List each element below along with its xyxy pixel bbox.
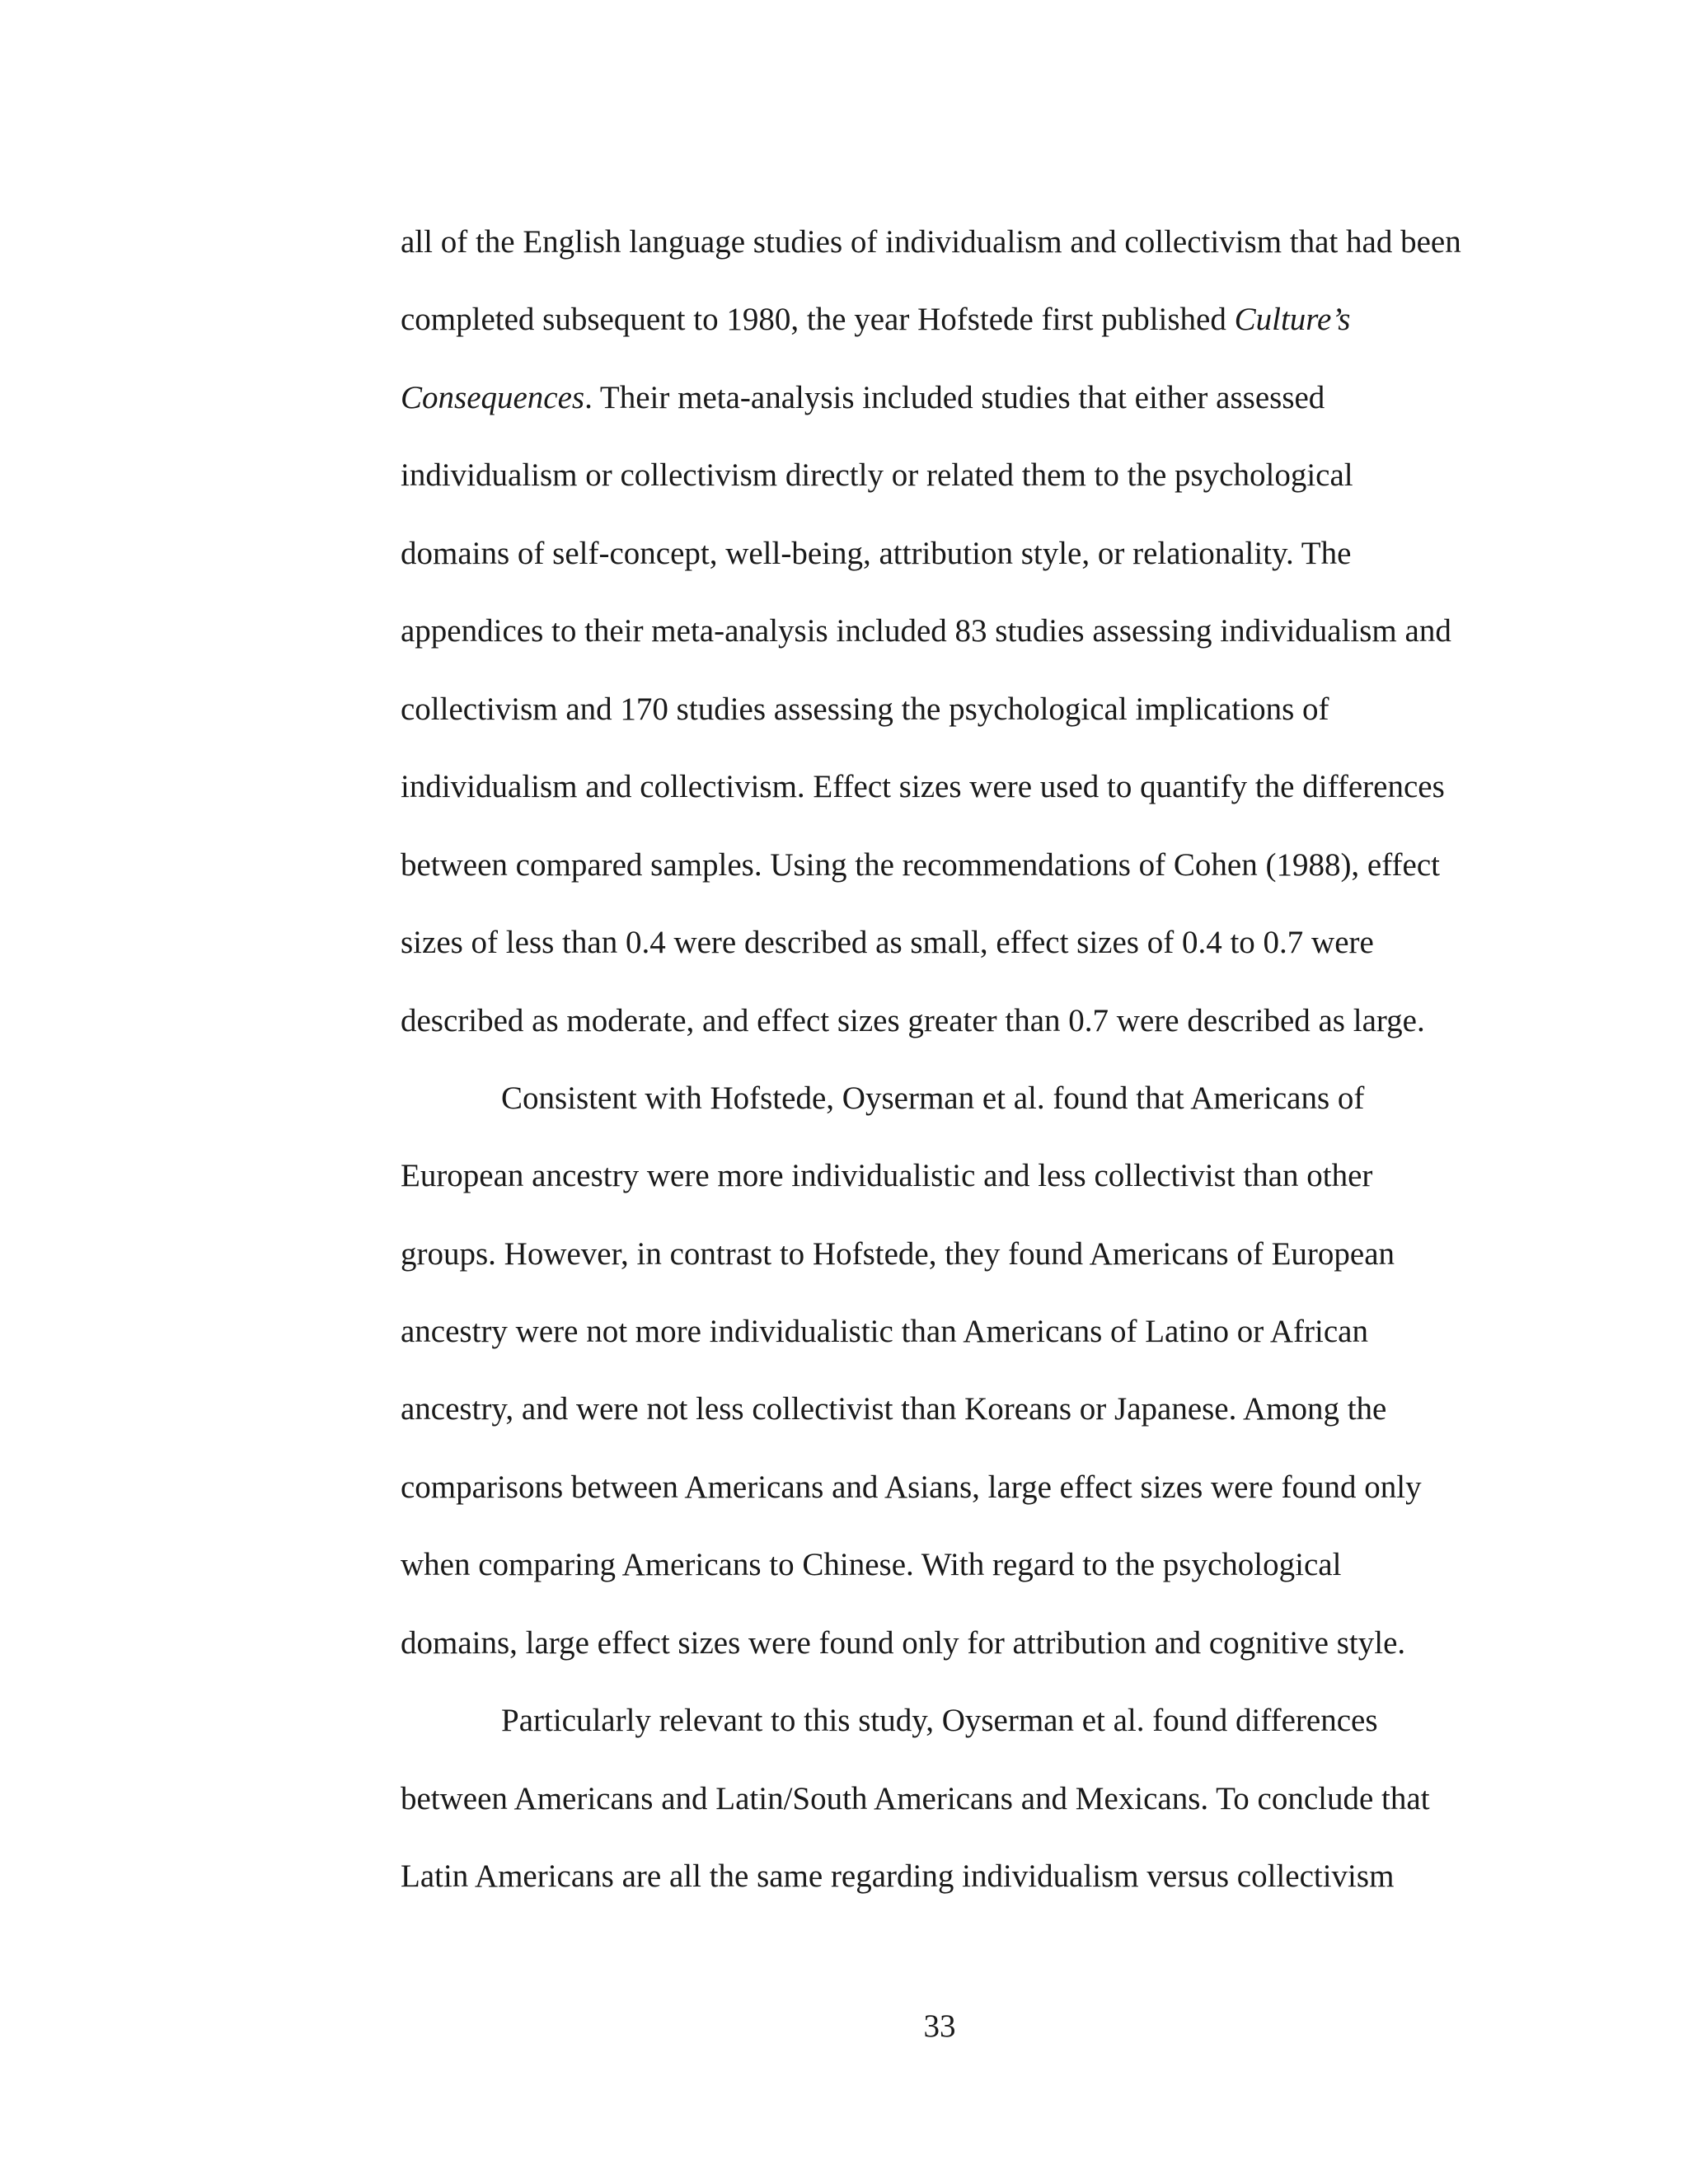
line-text: described as moderate, and effect sizes greater than 0.7 were described as large. (401, 1003, 1425, 1038)
line-text: Consistent with Hofstede, Oyserman et al. found that Americans of (501, 1080, 1365, 1116)
line-text: European ancestry were more individualistic and less collectivist than other (401, 1158, 1373, 1193)
line-text: when comparing Americans to Chinese. With regard to the psychological (401, 1547, 1342, 1582)
body-line (401, 1235, 1395, 1274)
line-text: domains of self-concept, well-being, attribution style, or relationality. The (401, 536, 1352, 571)
line-text: appendices to their meta-analysis included 83 studies assessing individualism and (401, 613, 1451, 649)
paragraph-first-line (501, 1079, 1364, 1118)
line-text: ancestry, and were not less collectivist than Koreans or Japanese. Among the (401, 1391, 1387, 1427)
line-text: individualism or collectivism directly or related them to the psychological (401, 457, 1353, 493)
line-text: Particularly relevant to this study, Oyserman et al. found differences (501, 1703, 1378, 1738)
line-text: sizes of less than 0.4 were described as small, effect sizes of 0.4 to 0.7 were (401, 925, 1374, 960)
line-text: . Their meta-analysis included studies that either assessed (584, 380, 1325, 415)
body-line (401, 378, 1325, 418)
body-line (401, 456, 1353, 495)
body-line (401, 1312, 1368, 1352)
line-text: groups. However, in contrast to Hofstede, they found Americans of European (401, 1236, 1395, 1272)
line-text: ancestry were not more individualistic than Americans of Latino or African (401, 1314, 1368, 1349)
body-line (401, 1001, 1425, 1041)
body-line (401, 767, 1445, 807)
body-line (401, 1857, 1394, 1896)
line-text: all of the English language studies of individualism and collectivism that had been (401, 224, 1461, 260)
line-text: between Americans and Latin/South Americans and Mexicans. To conclude that (401, 1781, 1430, 1816)
body-line (401, 300, 1350, 340)
body-line (401, 612, 1451, 651)
line-text: collectivism and 170 studies assessing the psychological implications of (401, 691, 1329, 727)
line-text: between compared samples. Using the recommendations of Cohen (1988), effect (401, 847, 1440, 883)
line-text: domains, large effect sizes were found only for attribution and cognitive style. (401, 1625, 1406, 1661)
body-line (401, 690, 1329, 729)
body-line (401, 223, 1461, 262)
body-line (401, 1390, 1386, 1429)
body-line (401, 534, 1351, 574)
line-text: individualism and collectivism. Effect sizes were used to quantify the differences (401, 769, 1445, 804)
body-line (401, 923, 1374, 963)
book-title-italic: Culture’s (1234, 302, 1351, 337)
body-line (401, 1624, 1405, 1663)
body-line (401, 1545, 1341, 1585)
page-number: 33 (923, 2008, 956, 2044)
line-text: comparisons between Americans and Asians, large effect sizes were found only (401, 1469, 1422, 1505)
body-line (401, 846, 1440, 885)
body-line (401, 1156, 1372, 1196)
line-text: Latin Americans are all the same regarding individualism versus collectivism (401, 1858, 1395, 1894)
paragraph-first-line (501, 1701, 1378, 1741)
body-line (401, 1468, 1422, 1507)
line-text: completed subsequent to 1980, the year Hofstede first published (401, 302, 1235, 337)
book-title-italic: Consequences (401, 380, 585, 415)
body-line (401, 1779, 1430, 1819)
